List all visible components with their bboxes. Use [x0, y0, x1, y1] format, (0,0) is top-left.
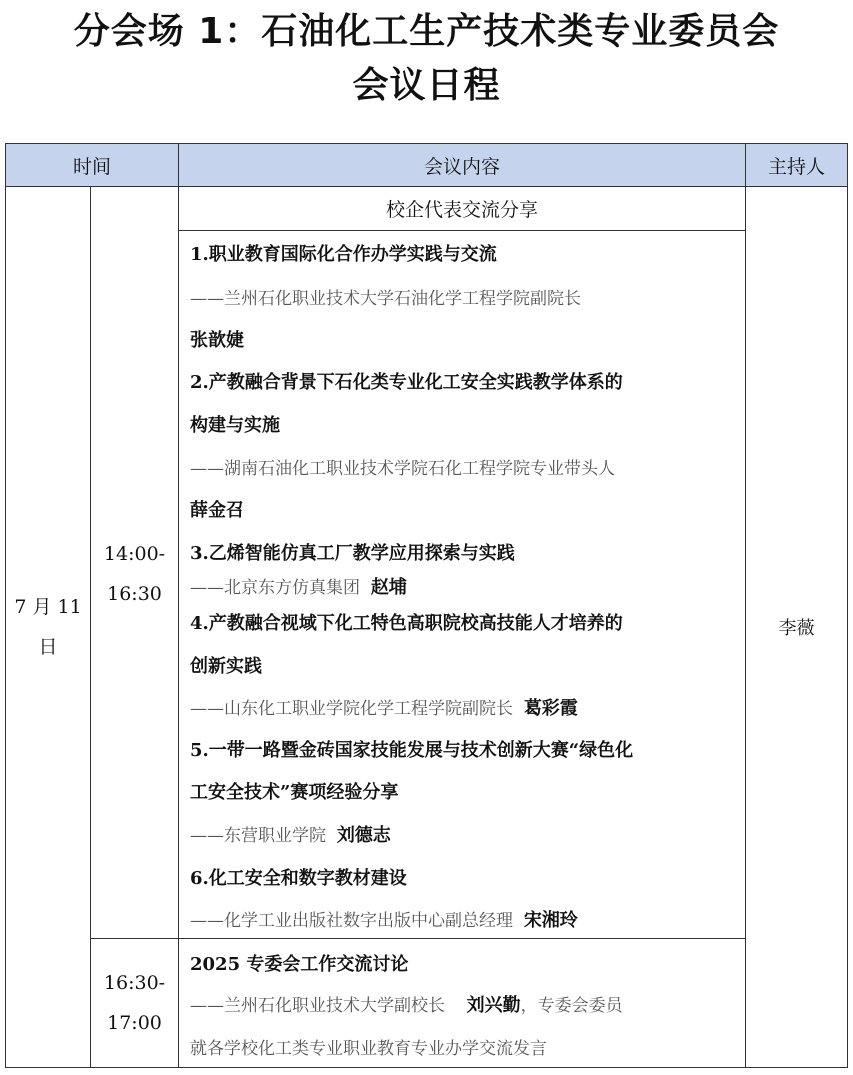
header-time: 时间 — [5, 143, 179, 187]
session2-speaker-suffix: ，专委会委员 — [520, 996, 623, 1016]
session2-note: 就各学校化工类专业职业教育专业办学交流发言 — [190, 1039, 547, 1059]
session2-time-end: 17:00 — [107, 1012, 162, 1034]
item5-title-1: 5.一带一路暨金砖国家技能发展与技术创新大赛“绿色化 — [190, 740, 634, 761]
item3-title: 3.乙烯智能仿真工厂教学应用探索与实践 — [190, 543, 515, 564]
session1-heading: 校企代表交流分享 — [178, 186, 746, 231]
item6-speaker: 宋湘玲 — [523, 910, 578, 931]
item2-org: ——湖南石油化工职业技术学院石化工程学院专业带头人 — [190, 459, 615, 479]
item4-org: ——山东化工职业学院化学工程学院副院长 — [190, 699, 513, 719]
header-host: 主持人 — [745, 143, 848, 187]
item5-org: ——东营职业学院 — [190, 826, 326, 846]
item4-org-line — [190, 694, 578, 720]
item3-org: ——北京东方仿真集团 — [190, 578, 360, 598]
item1-org: ——兰州石化职业技术大学石油化学工程学院副院长 — [190, 289, 581, 309]
date-cell — [5, 186, 91, 1068]
host-cell: 李薇 — [745, 186, 848, 1068]
session2-time — [90, 938, 179, 1068]
session2-org: ——兰州石化职业技术大学副校长 — [190, 996, 445, 1016]
item4-speaker: 葛彩霞 — [523, 698, 578, 719]
session2-time-start: 16:30- — [103, 972, 166, 994]
date-line-1: 7 月 11 — [14, 596, 82, 618]
page-subtitle: 会议日程 — [352, 65, 501, 106]
date-line-2: 日 — [38, 636, 58, 658]
item1-speaker: 张歆婕 — [190, 330, 244, 351]
session1-time-start: 14:00- — [103, 542, 166, 565]
session2-title: 2025 专委会工作交流讨论 — [190, 954, 409, 975]
item2-title-1: 2.产教融合背景下石化类专业化工安全实践教学体系的 — [190, 372, 623, 393]
item5-speaker: 刘德志 — [336, 825, 391, 846]
item3-org-line — [190, 573, 407, 599]
item6-title: 6.化工安全和数字教材建设 — [190, 868, 407, 889]
item1-title: 1.职业教育国际化合作办学实践与交流 — [190, 244, 497, 265]
session2-speaker: 刘兴勤 — [466, 995, 521, 1016]
item3-speaker: 赵埔 — [370, 577, 407, 598]
session1-time-end: 16:30 — [107, 582, 162, 605]
item5-title-2: 工安全技术”赛项经验分享 — [190, 782, 399, 803]
page-title: 分会场 1：石油化工生产技术类专业委员会 — [73, 11, 780, 52]
item2-speaker: 薛金召 — [190, 500, 244, 521]
item4-title-2: 创新实践 — [190, 656, 262, 677]
item4-title-1: 4.产教融合视域下化工特色高职院校高技能人才培养的 — [190, 613, 623, 634]
header-content: 会议内容 — [178, 143, 746, 187]
item6-org: ——化学工业出版社数字出版中心副总经理 — [190, 911, 513, 931]
item2-title-2: 构建与实施 — [190, 415, 280, 436]
session1-time — [90, 186, 179, 939]
item6-org-line — [190, 906, 578, 932]
session2-org-line — [190, 991, 623, 1017]
item5-org-line — [190, 821, 391, 847]
